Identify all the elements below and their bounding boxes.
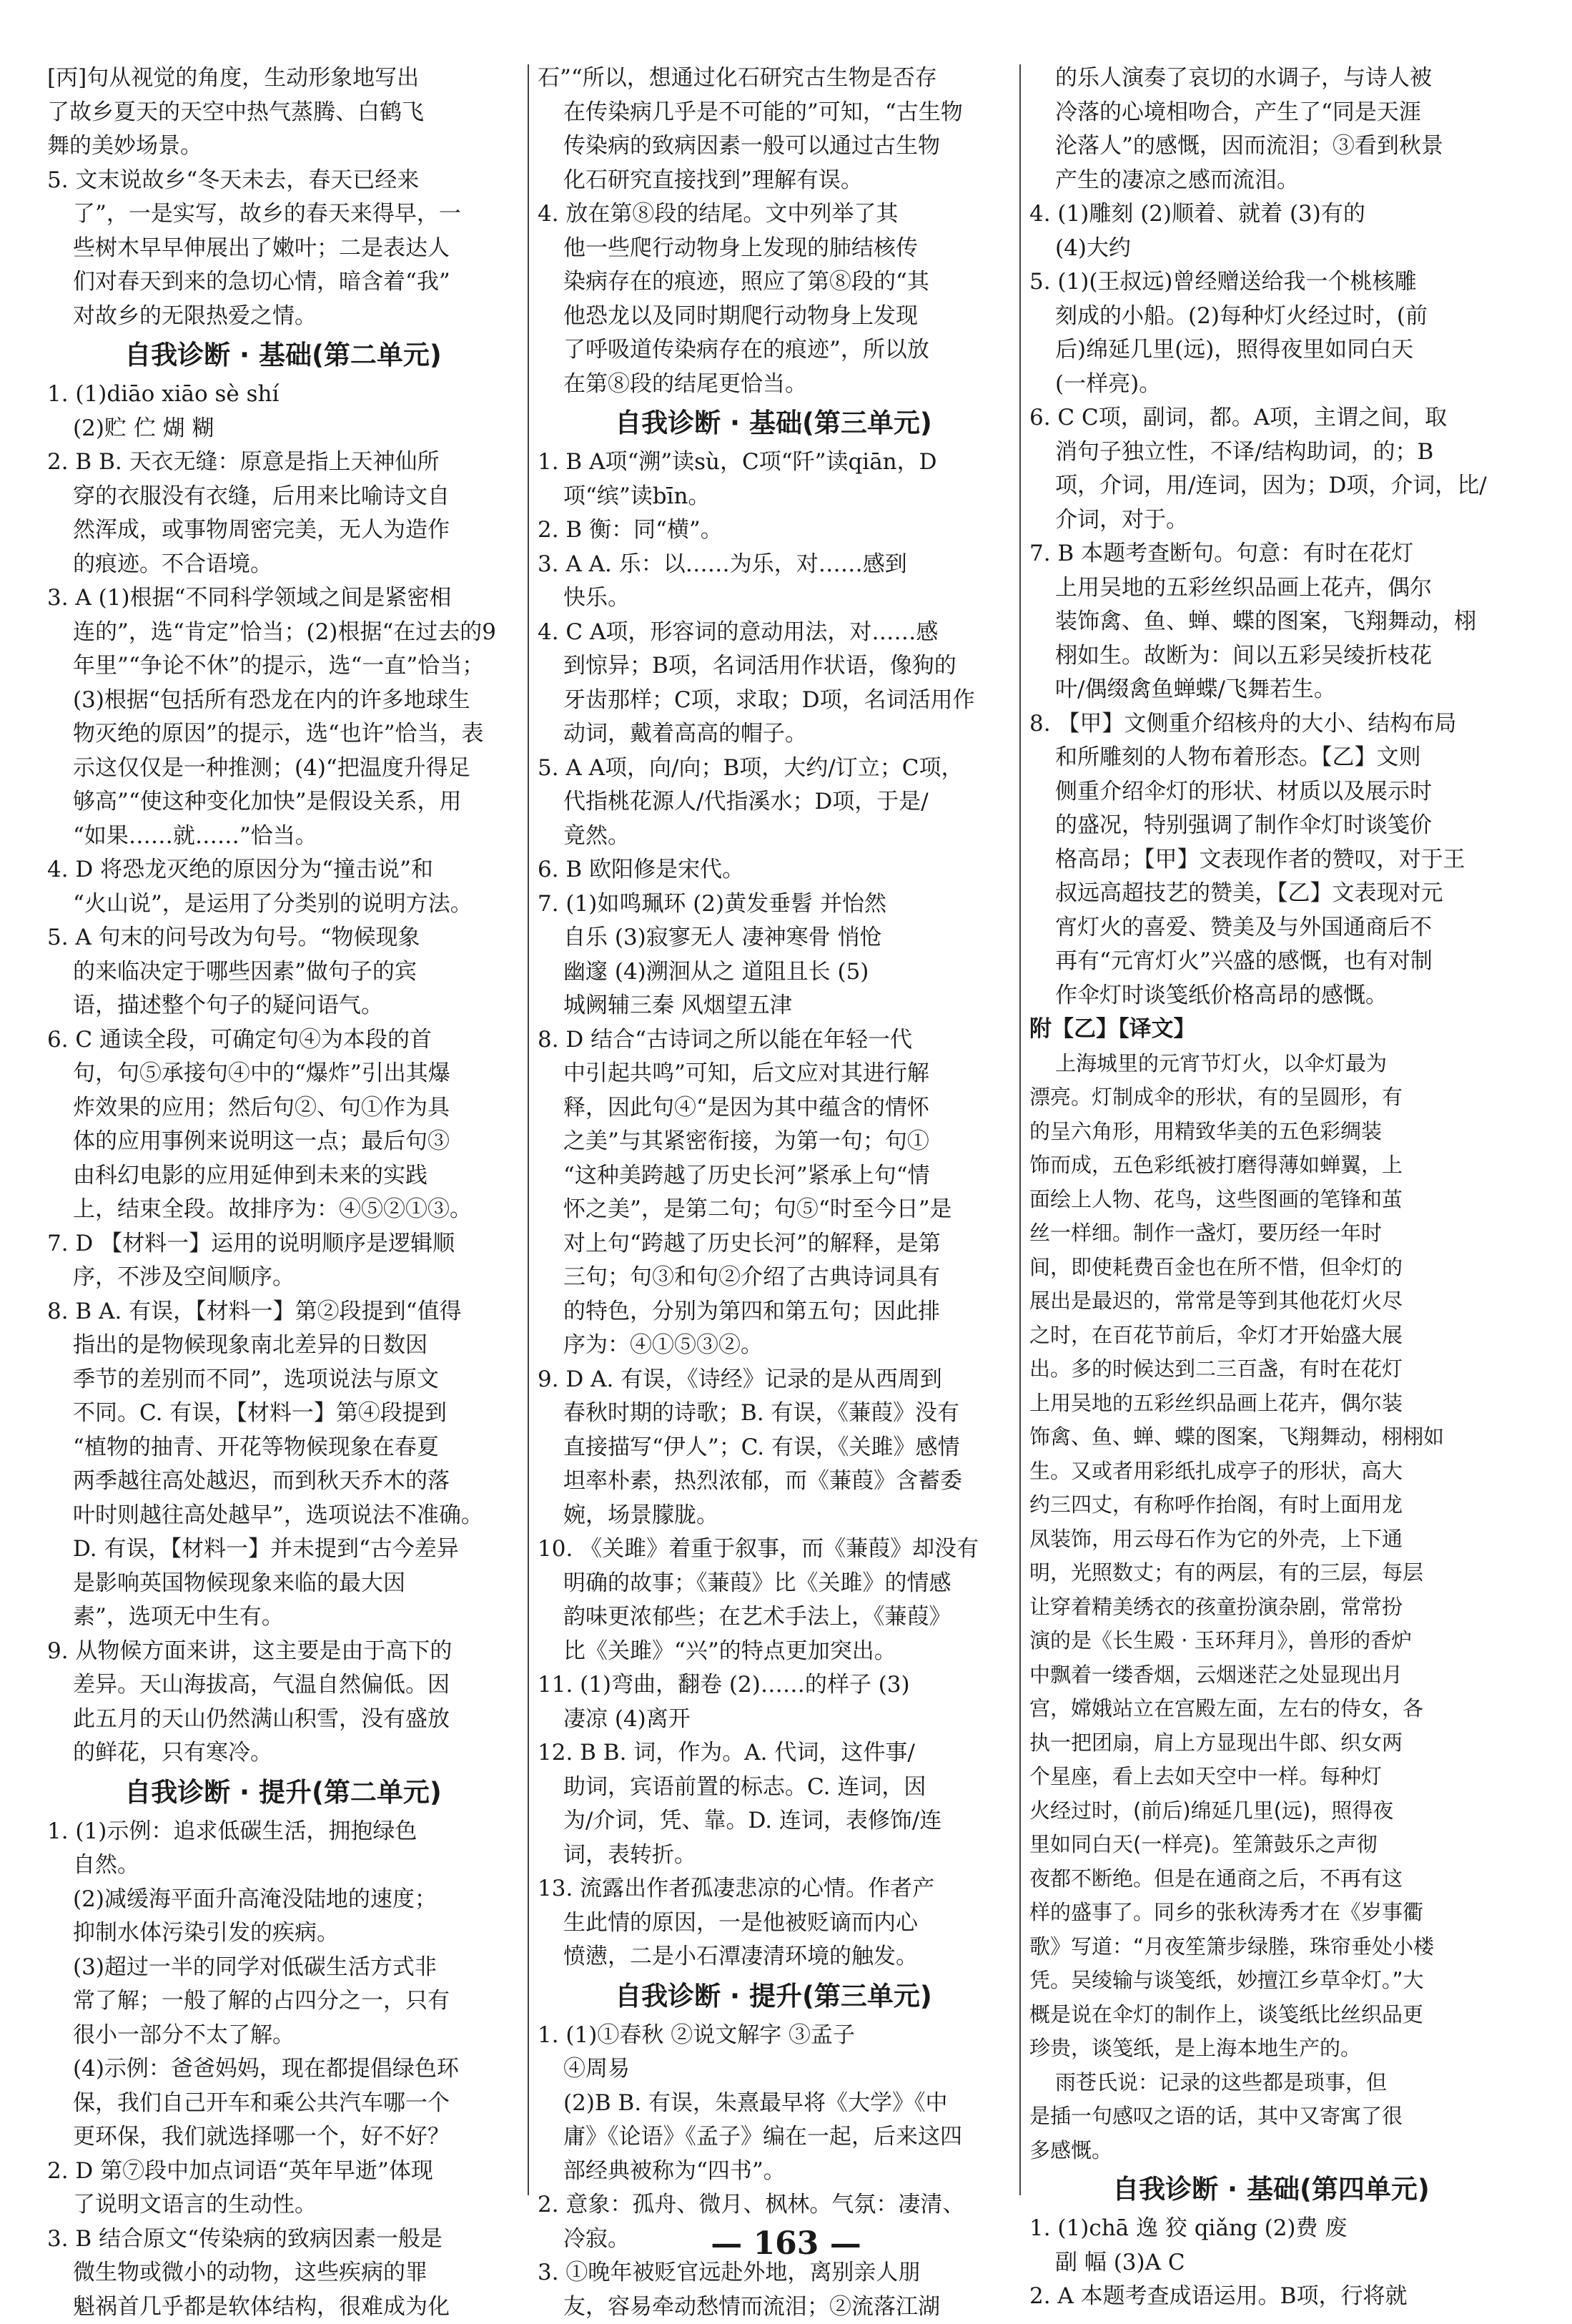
text-line: “火山说”，是运用了分类别的说明方法。 [47,887,519,922]
text-line: 魁祸首几乎都是软体结构，很难成为化 [47,2290,519,2324]
text-line: 项“缤”读bīn。 [538,480,1009,514]
text-line: (4)大约 [1029,232,1513,266]
text-line: 4. 放在第⑧段的结尾。文中列举了其 [538,197,1009,232]
text-line: 代指桃花源人/代指溪水；D项，于是/ [538,785,1009,819]
section-heading: 自我诊断 · 提升(第三单元) [538,1974,1009,2019]
text-line: 4. (1)雕刻 (2)顺着、就着 (3)有的 [1029,197,1513,232]
text-line: 2. D 第⑦段中加点词语“英年早逝”体现 [47,2155,519,2189]
text-line: 两季越往高处越迟，而到秋天乔木的落 [47,1464,519,1499]
text-line: 此五月的天山仍然满山积雪，没有盛放 [47,1703,519,1737]
subsection-heading: 附【乙】【译文】 [1029,1013,1513,1047]
section-heading: 自我诊断 · 提升(第二单元) [47,1771,519,1815]
text-line: 项，介词，用/连词，因为；D项，介词，比/ [1029,469,1513,503]
translation-line: 演的是《长生殿 · 玉环拜月》，兽形的香炉 [1029,1624,1513,1658]
text-line: 6. B 欧阳修是宋代。 [538,853,1009,887]
text-line: 12. B B. 词，作为。A. 代词，这件事/ [538,1736,1009,1771]
text-line: 染病存在的痕迹，照应了第⑧段的“其 [538,265,1009,300]
translation-line: 饰禽、鱼、蝉、蝶的图案，飞翔舞动，栩栩如 [1029,1420,1513,1454]
text-line: 婉，场景朦胧。 [538,1499,1009,1533]
text-line: 8. 【甲】文侧重介绍核舟的大小、结构布局 [1029,707,1513,742]
translation-line: 歌》写道：“月夜笙箫步绿塍，珠帘垂处小楼 [1029,1930,1513,1964]
text-line: 之美”与其紧密衔接，为第一句；句① [538,1125,1009,1159]
text-line: 庸》《论语》《孟子》编在一起，后来这四 [538,2120,1009,2155]
text-line: 素”，选项无中生有。 [47,1600,519,1635]
text-line: 幽邃 (4)溯洄从之 道阻且长 (5) [538,955,1009,990]
text-line: 叶/偶缀禽鱼蝉蝶/飞舞若生。 [1029,673,1513,707]
text-line: 物灭绝的原因”的提示，选“也许”恰当，表 [47,717,519,752]
text-line: 抑制水体污染引发的疾病。 [47,1916,519,1951]
text-line: 13. 流露出作者孤凄悲凉的心情。作者产 [538,1872,1009,1906]
translation-line: 上海城里的元宵节灯火，以伞灯最为 [1029,1047,1513,1081]
text-line: 友，容易牵动愁情而流泪；②流落江湖 [538,2290,1009,2324]
translation-line: 概是说在伞灯的制作上，谈笺纸比丝织品更 [1029,1998,1513,2032]
translation-line: 中飘着一缕香烟，云烟迷茫之处显现出月 [1029,1658,1513,1693]
text-line: 上用吴地的五彩丝织品画上花卉，偶尔 [1029,571,1513,606]
text-line: 对故乡的无限热爱之情。 [47,300,519,334]
translation-line: 之时，在百花节前后，伞灯才开始盛大展 [1029,1319,1513,1353]
text-line: 生此情的原因，一是他被贬谪而内心 [538,1906,1009,1941]
text-line: (2)贮 伫 煳 糊 [47,412,519,446]
text-line: 3. A A. 乐：以……为乐，对……感到 [538,548,1009,582]
translation-line: 是插一句感叹之语的话，其中又寄寓了很 [1029,2099,1513,2134]
text-line: 指出的是物候现象南北差异的日数因 [47,1329,519,1363]
text-line: 栩如生。故断为：间以五彩吴绫折枝花 [1029,639,1513,674]
translation-line: 丝一样细。制作一盏灯，要历经一年时 [1029,1216,1513,1251]
text-line: 对上句“跨越了历史长河”的解释，是第 [538,1227,1009,1261]
text-line: 直接描写“伊人”；C. 有误，《关雎》感情 [538,1431,1009,1465]
text-line: 刻成的小船。(2)每种灯火经过时，(前 [1029,300,1513,334]
translation-line: 间，即使耗费百金也在所不惜，但伞灯的 [1029,1251,1513,1285]
text-line: “这种美跨越了历史长河”紧承上句“情 [538,1159,1009,1193]
text-line: 的来临决定于哪些因素”做句子的宾 [47,955,519,990]
translation-line: 珍贵，谈笺纸，是上海本地生产的。 [1029,2032,1513,2066]
page-number: — 163 — [0,2225,1572,2262]
text-line: 部经典被称为“四书”。 [538,2155,1009,2189]
text-line: 在第⑧段的结尾更恰当。 [538,368,1009,402]
text-line: 10. 《关雎》着重于叙事，而《蒹葭》却没有 [538,1532,1009,1567]
text-line: 2. B B. 天衣无缝：原意是指上天神仙所 [47,445,519,480]
text-line: 然浑成，或事物周密完美，无人为造作 [47,513,519,548]
text-line: 1. (1)①春秋 ②说文解字 ③孟子 [538,2019,1009,2053]
text-line: 中引起共鸣”可知，后文应对其进行解 [538,1057,1009,1091]
text-line: 炸效果的应用；然后句②、句①作为具 [47,1091,519,1126]
text-line: 坦率朴素，热烈浓郁，而《蒹葭》含蓄委 [538,1464,1009,1499]
translation-line: 约三四丈，有称呼作抬阁，有时上面用龙 [1029,1488,1513,1522]
text-line: 的特色，分别为第四和第五句；因此排 [538,1295,1009,1329]
text-line: 释，因此句④“是因为其中蕴含的情怀 [538,1091,1009,1126]
translation-line: 明，光照数丈；有的两层，有的三层，每层 [1029,1556,1513,1590]
text-line: 凄凉 (4)离开 [538,1703,1009,1737]
text-line: 体的应用事例来说明这一点；最后句③ [47,1125,519,1159]
translation-line: 雨苍氏说：记录的这些都是琐事，但 [1029,2066,1513,2100]
text-line: 由科幻电影的应用延伸到未来的实践 [47,1159,519,1193]
text-line: 传染病的致病因素一般可以通过古生物 [538,129,1009,164]
section-heading: 自我诊断 · 基础(第二单元) [47,333,519,378]
text-line: 叶时则越往高处越早”，选项说法不准确。 [47,1499,519,1533]
text-line: 更环保，我们就选择哪一个，好不好？ [47,2120,519,2155]
text-line: 季节的差别而不同”，选项说法与原文 [47,1363,519,1397]
text-line: 序为：④①⑤③②。 [538,1329,1009,1363]
text-line: 侧重介绍伞灯的形状、材质以及展示时 [1029,775,1513,809]
text-line: 6. C C项，副词，都。A项，主谓之间，取 [1029,401,1513,435]
text-line: 微生物或微小的动物，这些疾病的罪 [47,2256,519,2290]
text-line: 后)绵延几里(远)，照得夜里如同白天 [1029,333,1513,368]
text-line: 副 幅 (3)A C [1029,2246,1513,2280]
text-line: 9. D A. 有误，《诗经》记录的是从西周到 [538,1363,1009,1397]
text-line: 5. A 句末的问号改为句号。“物候现象 [47,921,519,955]
translation-line: 上用吴地的五彩丝织品画上花卉，偶尔装 [1029,1387,1513,1421]
text-line: 7. B 本题考查断句。句意：有时在花灯 [1029,537,1513,571]
text-line: [丙]句从视觉的角度，生动形象地写出 [47,61,519,96]
text-line: 9. 从物候方面来讲，这主要是由于高下的 [47,1635,519,1669]
column-left [47,61,519,2207]
text-line: 词，表转折。 [538,1838,1009,1873]
text-line: 1. (1)示例：追求低碳生活，拥抱绿色 [47,1815,519,1849]
translation-line: 出。多的时候达到二三百盏，有时在花灯 [1029,1352,1513,1387]
text-line: 三句；句③和句②介绍了古典诗词具有 [538,1261,1009,1295]
text-line: 愤懑，二是小石潭凄清环境的触发。 [538,1940,1009,1974]
text-line: (3)根据“包括所有恐龙在内的许多地球生 [47,684,519,718]
text-line: “植物的抽青、开花等物候现象在春夏 [47,1431,519,1465]
text-line: 够高”“使这种变化加快”是假设关系，用 [47,785,519,819]
text-line: 自然。 [47,1848,519,1883]
text-line: 常了解；一般了解的占四分之一，只有 [47,1984,519,2019]
text-line: 11. (1)弯曲，翻卷 (2)……的样子 (3) [538,1668,1009,1703]
text-line: 到惊异；B项，名词活用作状语，像狗的 [538,649,1009,684]
text-line: 很小一部分不太了解。 [47,2019,519,2053]
text-line: (2)减缓海平面升高淹没陆地的速度； [47,1883,519,1917]
text-line: 了呼吸道传染病存在的痕迹”，所以放 [538,333,1009,368]
text-line: 了故乡夏天的天空中热气蒸腾、白鹤飞 [47,96,519,130]
text-line: 是影响英国物候现象来临的最大因 [47,1567,519,1601]
text-line: 的盛况，特别强调了制作伞灯时谈笺价 [1029,809,1513,843]
text-line: 年里”“争论不休”的提示，选“一直”恰当； [47,649,519,684]
text-line: 化石研究直接找到”理解有误。 [538,164,1009,198]
text-line: 他一些爬行动物身上发现的肺结核传 [538,232,1009,266]
translation-line: 个星座，看上去如天空中一样。每种灯 [1029,1760,1513,1794]
text-line: 4. D 将恐龙灭绝的原因分为“撞击说”和 [47,853,519,887]
text-line: “如果……就……”恰当。 [47,819,519,854]
text-line: D. 有误，【材料一】并未提到“古今差异 [47,1532,519,1567]
text-line: ④周易 [538,2052,1009,2087]
text-line: 怀之美”，是第二句；句⑤“时至今日”是 [538,1193,1009,1227]
section-heading: 自我诊断 · 基础(第四单元) [1029,2167,1513,2212]
text-line: 示这仅仅是一种推测；(4)“把温度升得足 [47,752,519,786]
text-line: 快乐。 [538,581,1009,616]
text-line: 上，结束全段。故排序为：④⑤②①③。 [47,1193,519,1227]
text-line: 2. B 衡：同“横”。 [538,513,1009,548]
text-line: 石”“所以，想通过化石研究古生物是否存 [538,61,1009,96]
text-line: 春秋时期的诗歌；B. 有误，《蒹葭》没有 [538,1397,1009,1431]
column-middle [538,61,1009,2207]
text-line: 竟然。 [538,819,1009,854]
translation-line: 多感慨。 [1029,2134,1513,2168]
text-line: 产生的凄凉之感而流泪。 [1029,164,1513,198]
text-line: 差异。天山海拔高，气温自然偏低。因 [47,1668,519,1703]
text-line: 1. (1)diāo xiāo sè shí [47,378,519,412]
text-line: 5. A A项，向/向；B项，大约/订立；C项， [538,752,1009,786]
text-line: (一样亮)。 [1029,368,1513,402]
text-line: 助词，宾语前置的标志。C. 连词，因 [538,1771,1009,1805]
translation-line: 生。又或者用彩纸扎成亭子的形状，高大 [1029,1454,1513,1489]
text-line: 韵味更浓郁些；在艺术手法上，《蒹葭》 [538,1600,1009,1635]
translation-line: 面绘上人物、花鸟，这些图画的笔锋和茧 [1029,1183,1513,1217]
translation-line: 展出是最迟的，常常是等到其他花灯火尽 [1029,1284,1513,1319]
text-line: 牙齿那样；C项，求取；D项，名词活用作 [538,684,1009,718]
text-line: 城阙辅三秦 风烟望五津 [538,989,1009,1023]
text-line: 的痕迹。不合语境。 [47,548,519,582]
text-line: 1. B A项“溯”读sù，C项“阡”读qiān，D [538,445,1009,480]
text-line: 3. B 结合原文“传染病的致病因素一般是 [47,2222,519,2257]
text-line: 沦落人”的感慨，因而流泪；③看到秋景 [1029,129,1513,164]
text-line: 不同。C. 有误，【材料一】第④段提到 [47,1397,519,1431]
text-line: 语，描述整个句子的疑问语气。 [47,989,519,1023]
translation-line: 宫，嫦娥站立在宫殿左面，左右的侍女，各 [1029,1692,1513,1726]
text-line: 了说明文语言的生动性。 [47,2188,519,2222]
text-line: 8. D 结合“古诗词之所以能在年轻一代 [538,1023,1009,1058]
text-line: 7. D 【材料一】运用的说明顺序是逻辑顺 [47,1227,519,1261]
text-line: 冷落的心境相吻合，产生了“同是天涯 [1029,96,1513,130]
text-line: 3. A (1)根据“不同科学领域之间是紧密相 [47,581,519,616]
text-line: 宵灯火的喜爱、赞美及与外国通商后不 [1029,911,1513,945]
text-line: 们对春天到来的急切心情，暗含着“我” [47,265,519,300]
text-line: 5. 文末说故乡“冬天未去，春天已经来 [47,164,519,198]
text-line: 他恐龙以及同时期爬行动物身上发现 [538,300,1009,334]
text-line: 6. C 通读全段，可确定句④为本段的首 [47,1023,519,1058]
text-line: 格高昂；【甲】文表现作者的赞叹，对于王 [1029,843,1513,877]
text-line: 序，不涉及空间顺序。 [47,1261,519,1295]
text-line: 舞的美妙场景。 [47,129,519,164]
text-line: 3. ①晚年被贬官远赴外地，离别亲人朋 [538,2256,1009,2290]
text-line: 冷寂。 [538,2222,1009,2257]
text-line: 的鲜花，只有寒冷。 [47,1736,519,1771]
text-line: 装饰禽、鱼、蝉、蝶的图案，飞翔舞动，栩 [1029,605,1513,639]
text-line: (4)示例：爸爸妈妈，现在都提倡绿色环 [47,2052,519,2087]
text-line: 8. B A. 有误，【材料一】第②段提到“值得 [47,1295,519,1329]
text-line: 消句子独立性，不译/结构助词，的；B [1029,435,1513,470]
text-line: 穿的衣服没有衣缝，后用来比喻诗文自 [47,480,519,514]
text-line: 作伞灯时谈笺纸价格高昂的感慨。 [1029,979,1513,1013]
translation-line: 让穿着精美绣衣的孩童扮演杂剧，常常扮 [1029,1590,1513,1625]
translation-line: 里如同白天(一样亮)。笙箫鼓乐之声彻 [1029,1828,1513,1862]
section-heading: 自我诊断 · 基础(第三单元) [538,401,1009,445]
translation-line: 饰而成，五色彩纸被打磨得薄如蝉翼，上 [1029,1148,1513,1183]
text-line: 自乐 (3)寂寥无人 凄神寒骨 悄怆 [538,921,1009,955]
text-line: 4. C A项，形容词的意动用法，对……感 [538,616,1009,650]
text-line: 句，句⑤承接句④中的“爆炸”引出其爆 [47,1057,519,1091]
text-line: 7. (1)如鸣珮环 (2)黄发垂髫 并怡然 [538,887,1009,922]
text-line: 的乐人演奏了哀切的水调子，与诗人被 [1029,61,1513,96]
translation-line: 火经过时，(前后)绵延几里(远)，照得夜 [1029,1794,1513,1828]
text-line: 介词，对于。 [1029,503,1513,538]
text-line: (2)B B. 有误，朱熹最早将《大学》《中 [538,2087,1009,2121]
text-line: (3)超过一半的同学对低碳生活方式非 [47,1951,519,1985]
translation-line: 夜都不断绝。但是在通商之后，不再有这 [1029,1862,1513,1896]
text-line: 再有“元宵灯火”兴盛的感慨，也有对制 [1029,945,1513,979]
text-line: 1. (1)chā 逸 狡 qiǎng (2)费 废 [1029,2212,1513,2246]
text-line: 保，我们自己开车和乘公共汽车哪一个 [47,2087,519,2121]
translation-line: 凤装饰，用云母石作为它的外壳，上下通 [1029,1522,1513,1557]
text-line: 了”，一是实写，故乡的春天来得早，一 [47,197,519,232]
translation-line: 的呈六角形，用精致华美的五色彩绸装 [1029,1115,1513,1149]
column-right [1029,61,1513,2207]
column-divider [528,64,529,2195]
text-line: 明确的故事；《蒹葭》比《关雎》的情感 [538,1567,1009,1601]
text-line: 动词，戴着高高的帽子。 [538,717,1009,752]
text-line: 为/介词，凭、靠。D. 连词，表修饰/连 [538,1804,1009,1838]
text-line: 2. 意象：孤舟、微月、枫林。气氛：凄清、 [538,2188,1009,2222]
text-line: 叔远高超技艺的赞美，【乙】文表现对元 [1029,877,1513,911]
translation-line: 漂亮。灯制成伞的形状，有的呈圆形，有 [1029,1080,1513,1115]
text-line: 连的”，选“肯定”恰当；(2)根据“在过去的9 [47,616,519,650]
column-divider [1019,64,1021,2195]
text-line: 和所雕刻的人物布着形态。【乙】文则 [1029,741,1513,775]
translation-line: 执一把团扇，肩上方显现出牛郎、织女两 [1029,1726,1513,1761]
text-line: 5. (1)(王叔远)曾经赠送给我一个桃核雕 [1029,265,1513,300]
translation-line: 样的盛事了。同乡的张秋涛秀才在《岁事衢 [1029,1896,1513,1930]
text-line: 2. A 本题考查成语运用。B项，行将就 [1029,2280,1513,2314]
translation-line: 凭。吴绫输与谈笺纸，妙擅江乡草伞灯。”大 [1029,1964,1513,1998]
text-line: 些树木早早伸展出了嫩叶；二是表达人 [47,232,519,266]
text-line: 比《关雎》“兴”的特点更加突出。 [538,1635,1009,1669]
text-line: 在传染病几乎是不可能的”可知，“古生物 [538,96,1009,130]
